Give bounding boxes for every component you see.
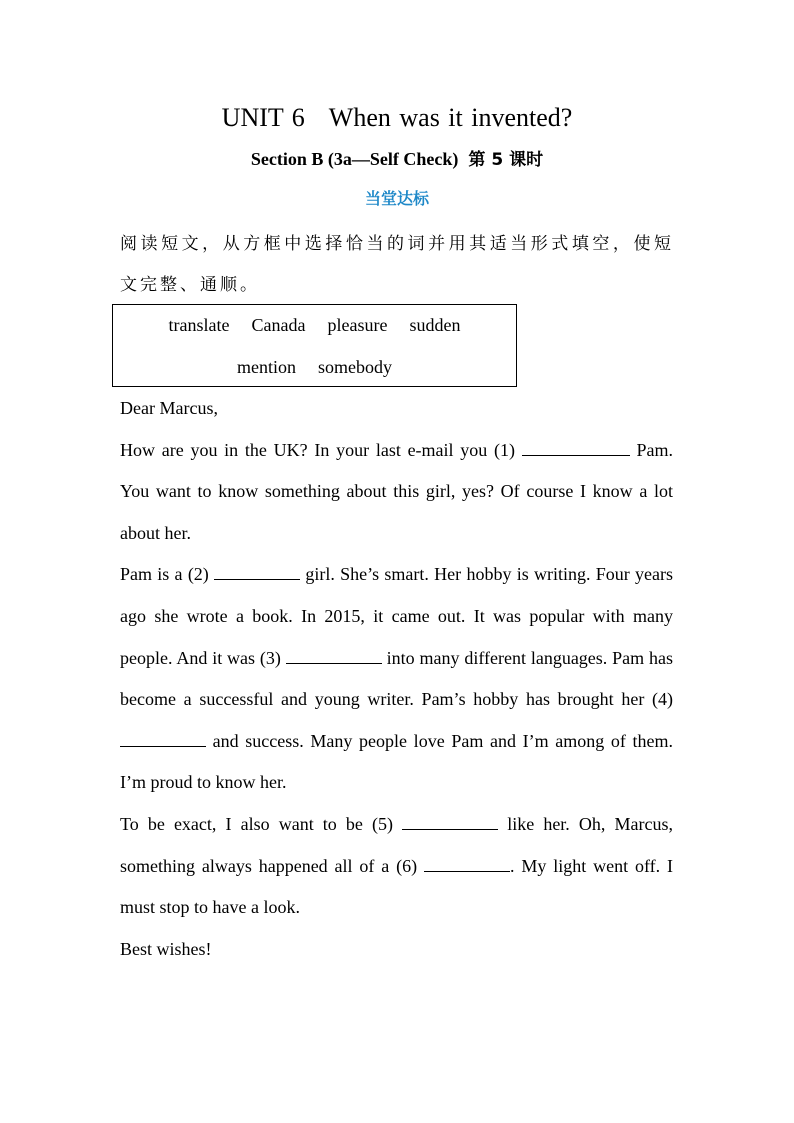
paragraph-text: To be exact, I also want to be (5) <box>120 813 393 834</box>
paragraph-text: How are you in the UK? In your last e-mail you (1) <box>120 439 516 460</box>
paragraph-text: Pam. You want to know something about this girl, yes? Of course I know a lot about her. <box>120 439 674 543</box>
answer-blank-3[interactable] <box>286 647 382 664</box>
paragraph-text: girl. She’s smart. Her hobby is writing. Four years ago she wrote a book. In 2015, it came out. It was popular with many people. And it was (3) <box>120 564 674 668</box>
unit-title <box>0 100 794 136</box>
letter-greeting: Dear Marcus, <box>120 398 218 418</box>
answer-blank-2[interactable] <box>214 563 300 580</box>
section-heading <box>0 146 794 173</box>
word-option: translate <box>168 315 230 335</box>
letter-closing: Best wishes! <box>120 938 212 959</box>
unit-number: UNIT 6 <box>221 103 305 132</box>
answer-blank-6[interactable] <box>424 855 510 872</box>
paragraph-text: Pam is a (2) <box>120 564 209 585</box>
word-option: Canada <box>251 315 306 335</box>
instruction-text: 阅读短文，从方框中选择恰当的词并用其适当形式填空，使短文完整、通顺。 <box>120 234 674 295</box>
answer-blank-1[interactable] <box>522 439 630 456</box>
paragraph-text: like her. Oh, Marcus, something always happened all of a (6) <box>120 813 673 876</box>
word-box-row-2 <box>113 357 516 378</box>
word-option: somebody <box>318 357 392 377</box>
letter-paragraph-1 <box>120 430 673 555</box>
exercise-tag: 当堂达标 <box>364 189 429 208</box>
word-option: sudden <box>409 315 461 335</box>
answer-blank-4[interactable] <box>120 730 206 747</box>
unit-question: When was it invented? <box>328 103 573 132</box>
word-box <box>112 304 517 387</box>
letter-paragraph-3 <box>120 804 673 929</box>
word-option: mention <box>237 357 296 377</box>
paragraph-text: into many different languages. Pam has become a successful and young writer. Pam’s hobby has brought her (4) <box>120 647 674 710</box>
lesson-label: 第 5 课时 <box>468 150 544 170</box>
paragraph-text: . My light went off. I must stop to have a look. <box>120 855 673 918</box>
section-label: Section B (3a—Self Check) <box>250 149 459 169</box>
word-box-row-1 <box>113 315 516 336</box>
word-option: pleasure <box>327 315 388 335</box>
paragraph-text: and success. Many people love Pam and I’m among of them. I’m proud to know her. <box>120 730 674 793</box>
letter-body <box>120 388 673 970</box>
answer-blank-5[interactable] <box>402 813 498 830</box>
letter-paragraph-2 <box>120 554 673 804</box>
